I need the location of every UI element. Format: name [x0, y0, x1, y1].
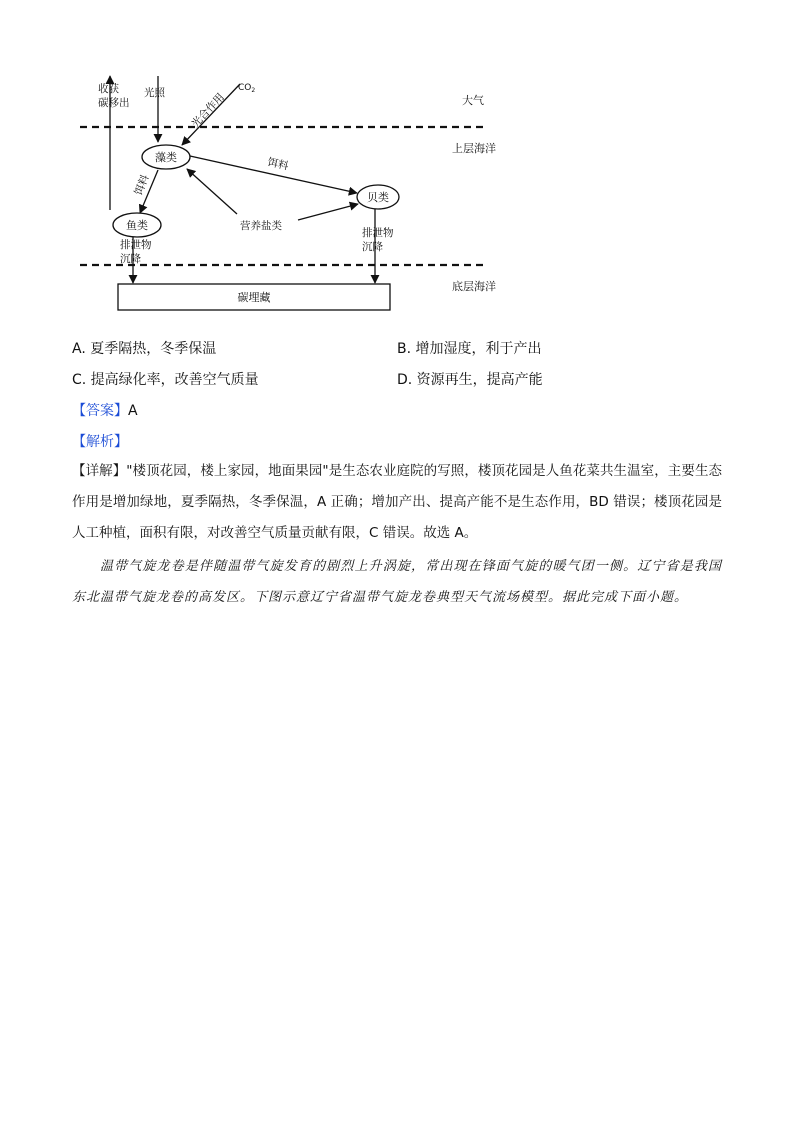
layer-upper-ocean-label: 上层海洋	[452, 142, 496, 155]
feed-left-label: 饵料	[132, 173, 152, 198]
sedimentation-left-label: 沉降	[120, 253, 141, 265]
answer-line	[72, 400, 138, 420]
option-a: A. 夏季隔热，冬季保温	[72, 341, 217, 357]
analysis-bracket: 【解析】	[72, 434, 128, 450]
layer-atmosphere-label: 大气	[462, 94, 484, 107]
light-label: 光照	[144, 87, 165, 99]
detail-bracket: 【详解】	[72, 463, 127, 479]
photosynthesis-label: 光合作用	[189, 91, 227, 131]
feed-right-label: 饵料	[266, 156, 290, 173]
algae-label: 藻类	[155, 151, 177, 164]
detail-text: "楼顶花园，楼上家园，地面果园"是生态农业庭院的写照，楼顶花园是人鱼花菜共生温室，主要生态作用是增加绿地，夏季隔热，冬季保温，A 正确；增加产出、提高产能不是生态作用，BD 错误；楼顶花园是人工种植，面积有限，对改善空气质量贡献有限，C 错误。故选 A。	[72, 463, 723, 541]
analysis-line	[72, 431, 128, 451]
next-question-intro: 温带气旋龙卷是伴随温带气旋发育的剧烈上升涡旋，常出现在锋面气旋的暖气团一侧。辽宁省是我国东北温带气旋龙卷的高发区。下图示意辽宁省温带气旋龙卷典型天气流场模型。据此完成下面小题。	[72, 559, 722, 605]
fish-label: 鱼类	[126, 219, 148, 232]
nutrients-label: 营养盐类	[240, 220, 282, 232]
option-c: C. 提高绿化率，改善空气质量	[72, 372, 259, 388]
co2-label: $CO_2$	[238, 83, 256, 94]
carbon-cycle-diagram	[0, 0, 794, 330]
answer-value: A	[128, 403, 138, 419]
sedimentation-right-label: 沉降	[362, 241, 383, 253]
detail-paragraph	[72, 456, 722, 549]
layer-bottom-ocean-label: 底层海洋	[452, 280, 496, 293]
carbon-burial-label: 碳埋藏	[237, 291, 271, 304]
nutrients-to-algae-arrow	[187, 169, 237, 214]
excreta-right-label: 排泄物	[362, 227, 394, 239]
carbon-removal-label: 碳移出	[98, 97, 130, 109]
answer-bracket: 【答案】	[72, 403, 128, 419]
option-d: D. 资源再生，提高产能	[397, 372, 543, 388]
excreta-left-label: 排泄物	[120, 239, 152, 251]
nutrients-to-shellfish-arrow	[298, 204, 358, 220]
option-b: B. 增加湿度，利于产出	[397, 341, 542, 357]
harvest-label: 收获	[98, 83, 119, 95]
shellfish-label: 贝类	[367, 191, 389, 204]
